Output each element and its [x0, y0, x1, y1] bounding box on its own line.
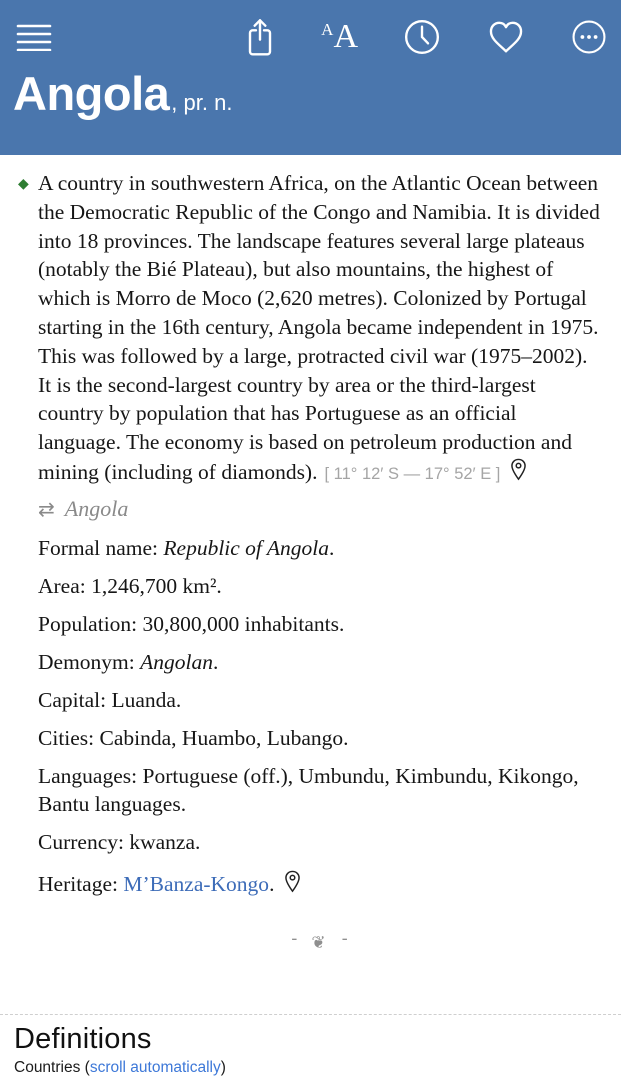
text-size-icon	[321, 20, 358, 54]
property-row-demonym	[38, 648, 601, 676]
ornament-dash: -	[291, 928, 298, 949]
headword: Angola	[13, 67, 170, 120]
property-suffix: .	[175, 687, 182, 712]
diamond-bullet-icon: ◆	[18, 176, 29, 192]
property-label: Languages:	[38, 763, 143, 788]
share-button[interactable]	[244, 17, 276, 57]
variant-line	[38, 495, 601, 524]
scroll-automatically-link[interactable]: scroll automatically	[89, 1059, 221, 1076]
property-value: Luanda	[111, 687, 176, 712]
history-button[interactable]	[403, 18, 441, 56]
property-value: Republic of Angola	[163, 535, 329, 560]
definition-paragraph	[18, 169, 601, 490]
property-row-formal-name	[38, 534, 601, 562]
property-label: Cities:	[38, 725, 100, 750]
section-end-ornament	[38, 929, 601, 958]
property-suffix: .	[212, 649, 219, 674]
property-suffix: .	[339, 611, 345, 636]
property-value: kwanza	[129, 829, 195, 854]
definition-text: A country in southwestern Africa, on the Atlantic Ocean between the Democratic Republic of the Congo and Namibia. It is divided into 18 provinces. The landscape features several large plateaus (notably the Bié Plateau), but also mountains, the highest of which is Morro de Moco (2,620 metres). Colonized by Portugal starting in the 16th century, Angola became independent in 1975. This was followed by a large, protracted civil war (1975–2002). It is the second-largest country by area or the third-largest country by population that has Portuguese as an official language. The economy is based on petroleum production and mining (including of diamonds).	[38, 171, 600, 484]
property-suffix: .	[216, 573, 222, 598]
property-label: Capital:	[38, 687, 112, 712]
property-suffix: .	[195, 829, 201, 854]
definitions-category-close: )	[220, 1059, 226, 1076]
part-of-speech: , pr. n.	[171, 90, 233, 115]
app-header	[0, 0, 621, 155]
ellipsis-circle-icon	[571, 19, 607, 55]
property-row-population	[38, 610, 601, 638]
text-size-small-a: A	[321, 20, 334, 39]
property-value: Cabinda, Huambo, Lubango	[99, 725, 344, 750]
property-value: Portuguese (off.), Umbundu, Kimbundu, Kikongo, Bantu languages	[38, 763, 579, 816]
swap-arrows-icon: ⇄	[38, 496, 55, 521]
property-value: 1,246,700 km²	[91, 573, 217, 598]
map-pin-icon[interactable]	[508, 463, 529, 487]
property-value: 30,800,000 inhabitants	[142, 611, 340, 636]
history-clock-icon	[403, 18, 441, 56]
property-row-capital	[38, 686, 601, 714]
heart-icon	[486, 18, 526, 56]
property-label: Heritage:	[38, 871, 124, 896]
toolbar-right-icons	[244, 17, 607, 57]
definitions-panel	[0, 1014, 621, 1087]
property-row-languages	[38, 762, 601, 818]
text-size-big-a: A	[333, 18, 358, 55]
coordinates-text: [ 11° 12′ S — 17° 52′ E ]	[324, 464, 501, 483]
property-row-heritage	[38, 869, 601, 901]
heritage-map-pin-icon[interactable]	[282, 875, 303, 899]
property-label: Population:	[38, 611, 143, 636]
share-icon	[244, 17, 276, 57]
more-button[interactable]	[571, 19, 607, 55]
property-label: Demonym:	[38, 649, 141, 674]
variant-word: Angola	[64, 495, 129, 521]
property-label: Area:	[38, 573, 92, 598]
hamburger-menu-icon	[16, 23, 52, 51]
definitions-subtitle	[14, 1059, 607, 1077]
property-label: Currency:	[38, 829, 130, 854]
property-row-currency	[38, 828, 601, 856]
floral-heart-icon: ❦	[311, 932, 328, 953]
property-row-area	[38, 572, 601, 600]
entry-body	[0, 155, 621, 957]
property-suffix: .	[329, 535, 335, 560]
ornament-dash: -	[341, 928, 348, 949]
property-suffix: .	[180, 791, 187, 816]
text-size-button[interactable]	[321, 20, 358, 54]
entry-title-row	[0, 58, 621, 121]
favorite-button[interactable]	[486, 18, 526, 56]
menu-button[interactable]	[16, 23, 52, 51]
toolbar	[0, 0, 621, 58]
property-row-cities	[38, 724, 601, 752]
definitions-category: Countries (	[14, 1059, 90, 1076]
property-suffix: .	[343, 725, 349, 750]
property-label: Formal name:	[38, 535, 164, 560]
property-value: Angolan	[140, 649, 213, 674]
property-suffix: .	[269, 871, 275, 896]
heritage-link[interactable]: M’Banza-Kongo	[123, 871, 270, 896]
definitions-heading: Definitions	[14, 1023, 152, 1055]
